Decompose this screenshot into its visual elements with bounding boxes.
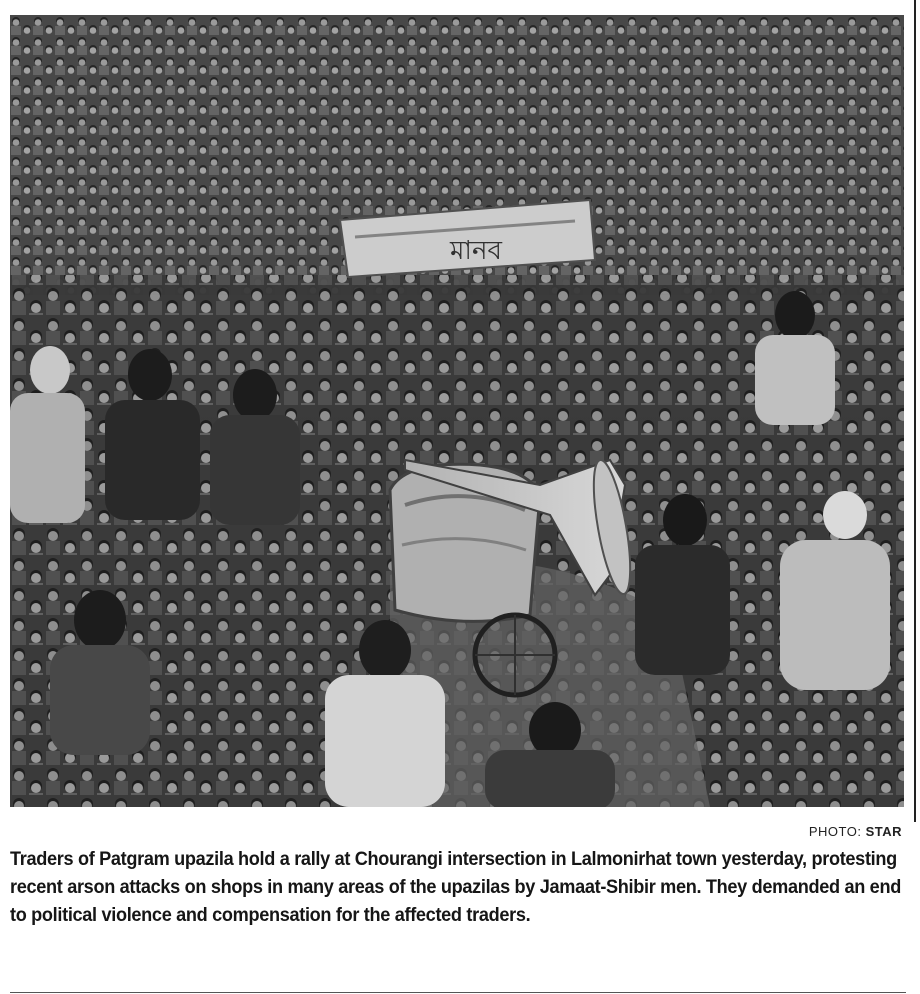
bottom-divider [10,992,906,993]
banner-lettering: মানব [450,236,502,266]
news-photo [10,15,904,807]
crowd-rally-image [10,15,904,807]
photo-credit-label: PHOTO: [808,824,866,839]
photo-credit-source: STAR [865,824,902,839]
photo-credit [809,824,902,839]
photo-caption: Traders of Patgram upazila hold a rally at Chourangi intersection in Lalmonirhat town yesterday, protesting recent arson attacks on shops in many areas of the upazilas by Jamaat-Shibir men. They demanded an end to political violence and compensation for the affected traders. [10,848,901,926]
column-rule [914,0,916,822]
